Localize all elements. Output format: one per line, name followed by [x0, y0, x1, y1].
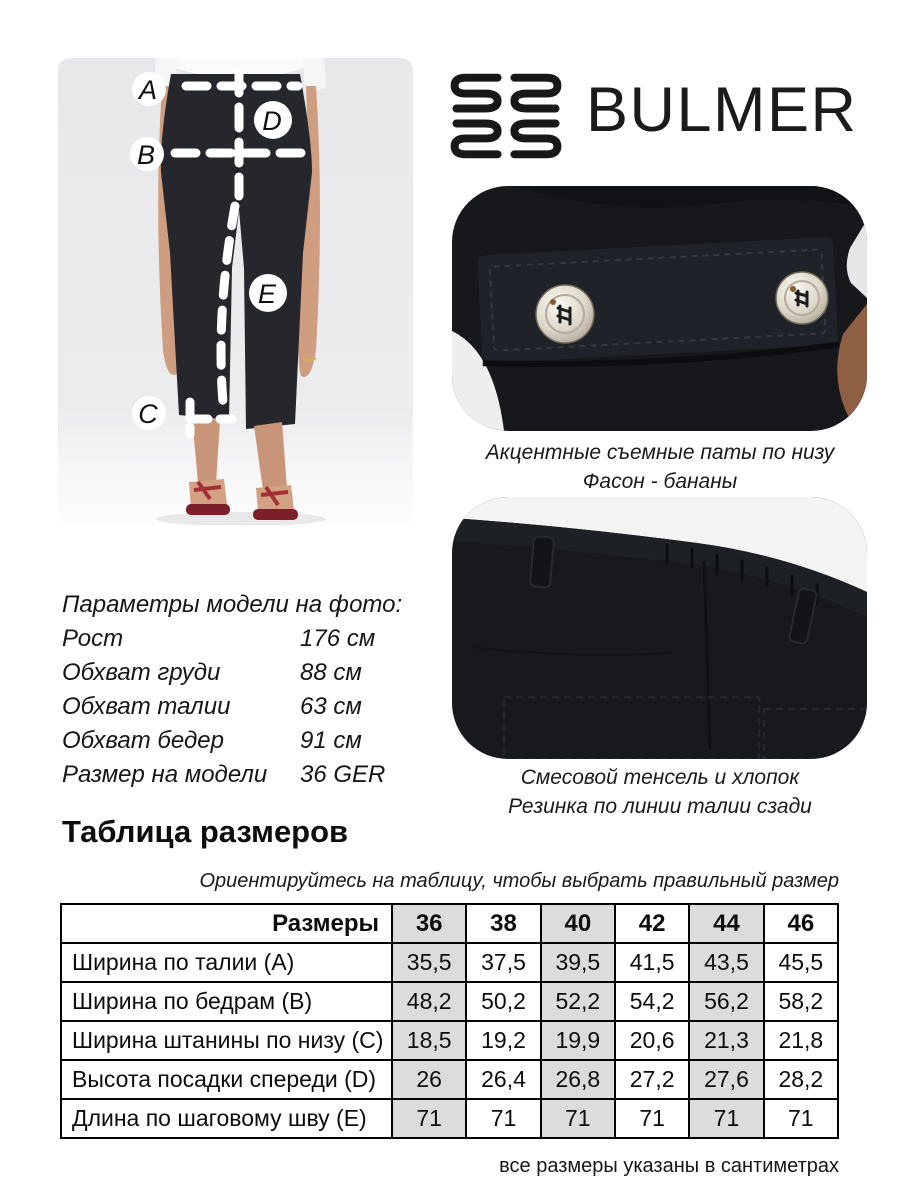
param-value: 63 см: [300, 693, 362, 720]
caption-1-line-1: Акцентные съемные паты по низу: [485, 441, 835, 464]
row-label: Ширина по талии (A): [61, 943, 392, 982]
cell: 19,2: [466, 1021, 540, 1060]
caption-2-line-2: Резинка по линии талии сзади: [508, 795, 812, 818]
row-label: Ширина штанины по низу (C): [61, 1021, 392, 1060]
brand-name: BULMER: [586, 75, 858, 145]
param-row-hips: [62, 724, 422, 758]
model-parameters-title: Параметры модели на фото:: [62, 591, 403, 618]
size-guide-photo: [58, 58, 413, 525]
marker-e: E: [257, 279, 277, 309]
detail-caption-2: [440, 763, 880, 821]
cell: 26,4: [466, 1060, 540, 1099]
cell: 71: [689, 1099, 763, 1138]
cell: 37,5: [466, 943, 540, 982]
sizes-header-label: Размеры: [61, 904, 392, 943]
param-label: Обхват бедер: [62, 727, 224, 754]
cell: 71: [541, 1099, 615, 1138]
detail-caption-1: [440, 438, 880, 496]
param-value: 36 GER: [300, 761, 386, 788]
size-col-42: 42: [615, 904, 689, 943]
detail-photo-waistband: [452, 497, 867, 759]
marker-b: B: [136, 140, 156, 170]
size-table-title: Таблица размеров: [62, 814, 349, 849]
cell: 27,6: [689, 1060, 763, 1099]
param-value: 91 см: [300, 727, 362, 754]
right-sandal-sole: [253, 509, 298, 520]
param-label: Рост: [62, 625, 124, 652]
size-table: [60, 903, 839, 1139]
param-row-waist: [62, 690, 422, 724]
size-col-40: 40: [541, 904, 615, 943]
marker-a: A: [138, 75, 158, 105]
detail-photo-buttons: [452, 186, 867, 431]
row-label: Высота посадки спереди (D): [61, 1060, 392, 1099]
table-row-inseam: [61, 1099, 838, 1138]
cell: 41,5: [615, 943, 689, 982]
cell: 71: [466, 1099, 540, 1138]
left-sandal-sole: [186, 504, 230, 515]
marker-c: C: [138, 399, 158, 429]
cell: 35,5: [392, 943, 466, 982]
param-label: Обхват груди: [62, 659, 221, 686]
row-label: Ширина по бедрам (B): [61, 982, 392, 1021]
size-col-38: 38: [466, 904, 540, 943]
param-label: Обхват талии: [62, 693, 231, 720]
row-label: Длина по шаговому шву (E): [61, 1099, 392, 1138]
cell: 71: [392, 1099, 466, 1138]
pearl-button-left: [536, 285, 594, 343]
cell: 26,8: [541, 1060, 615, 1099]
cell: 71: [615, 1099, 689, 1138]
cell: 45,5: [764, 943, 838, 982]
param-row-chest: [62, 656, 422, 690]
cell: 28,2: [764, 1060, 838, 1099]
table-row-leg-opening: [61, 1021, 838, 1060]
cell: 26: [392, 1060, 466, 1099]
cell: 21,8: [764, 1021, 838, 1060]
cell: 20,6: [615, 1021, 689, 1060]
cell: 58,2: [764, 982, 838, 1021]
cell: 18,5: [392, 1021, 466, 1060]
pearl-button-right: [776, 272, 828, 324]
cell: 54,2: [615, 982, 689, 1021]
param-row-height: [62, 622, 422, 656]
cell: 19,9: [541, 1021, 615, 1060]
table-row-front-rise: [61, 1060, 838, 1099]
size-col-46: 46: [764, 904, 838, 943]
cell: 50,2: [466, 982, 540, 1021]
param-value: 88 см: [300, 659, 362, 686]
marker-d: D: [262, 106, 282, 136]
cell: 43,5: [689, 943, 763, 982]
size-table-footnote: все размеры указаны в сантиметрах: [499, 1155, 839, 1177]
size-guide-illustration: [58, 58, 413, 525]
caption-1-line-2: Фасон - бананы: [582, 470, 738, 493]
cell: 27,2: [615, 1060, 689, 1099]
cell: 52,2: [541, 982, 615, 1021]
caption-2-line-1: Смесовой тенсель и хлопок: [520, 766, 800, 789]
belt-loop-left: [530, 536, 554, 588]
size-col-44: 44: [689, 904, 763, 943]
brand-logo-icon: [447, 73, 565, 159]
cell: 21,3: [689, 1021, 763, 1060]
cell: 56,2: [689, 982, 763, 1021]
cell: 71: [764, 1099, 838, 1138]
size-table-header-row: [61, 904, 838, 943]
size-col-36: 36: [392, 904, 466, 943]
param-row-size: [62, 758, 422, 792]
cell: 39,5: [541, 943, 615, 982]
size-table-subtitle: Ориентируйтесь на таблицу, чтобы выбрать правильный размер: [199, 870, 839, 892]
param-label: Размер на модели: [62, 761, 268, 788]
cell: 48,2: [392, 982, 466, 1021]
table-row-waist-width: [61, 943, 838, 982]
table-row-hip-width: [61, 982, 838, 1021]
param-value: 176 см: [300, 625, 376, 652]
model-parameters: [62, 588, 422, 792]
